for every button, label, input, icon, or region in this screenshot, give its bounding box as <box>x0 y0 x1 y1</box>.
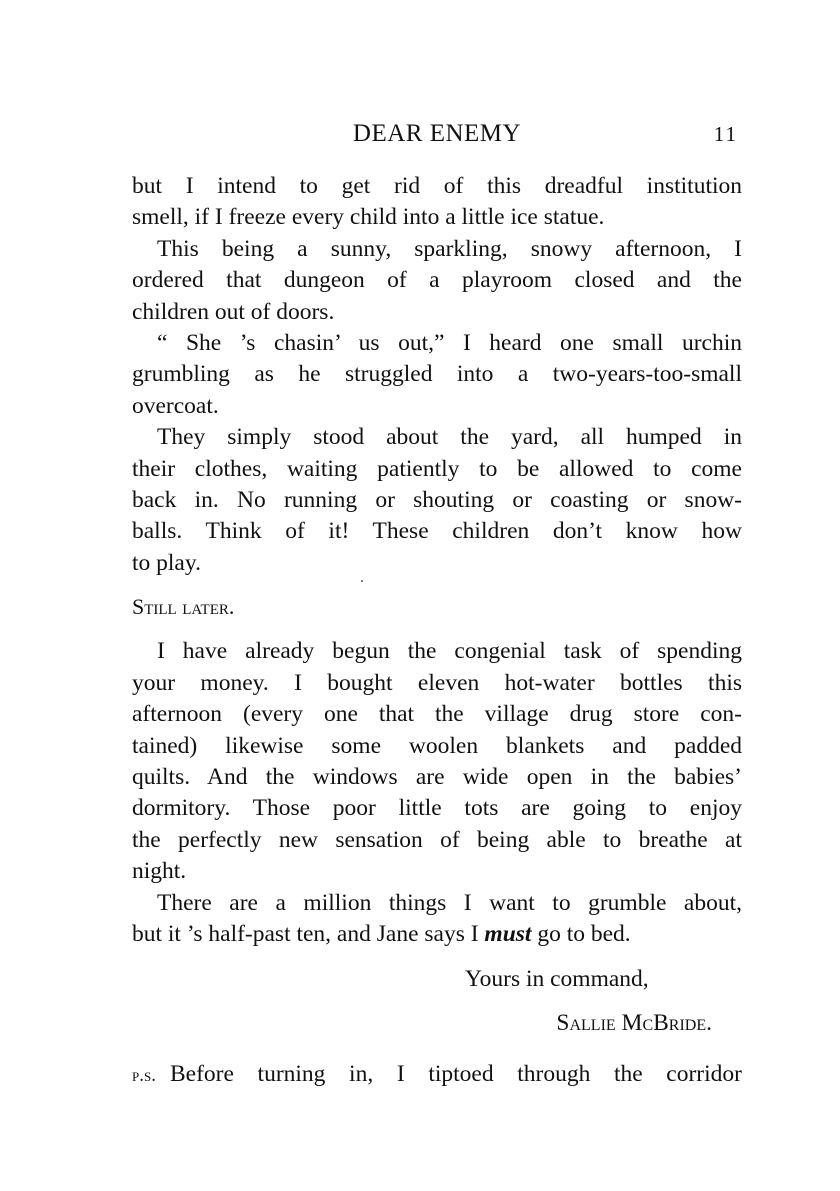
page-number: 11 <box>713 122 738 146</box>
text-line: tained) likewise some woolen blankets and padded <box>132 732 742 759</box>
letter-signature: Sallie McBride. <box>556 1009 712 1036</box>
text-line: their clothes, waiting patiently to be allowed to come <box>132 455 742 482</box>
text-line: smell, if I freeze every child into a little ice statue. <box>132 204 605 231</box>
text-segment: go to bed. <box>531 920 631 947</box>
postscript-text: Before turning in, I tiptoed through the corridor <box>169 1061 742 1088</box>
postscript-label: p.s. <box>132 1065 156 1087</box>
text-line: grumbling as he struggled into a two-years-too-small <box>132 361 742 388</box>
text-line: There are a million things I want to grumble about, <box>157 889 742 916</box>
text-line: back in. No running or shouting or coasting or snow- <box>132 486 742 513</box>
text-line: the perfectly new sensation of being able to breathe at <box>132 826 742 853</box>
text-line: This being a sunny, sparkling, snowy afternoon, I <box>157 235 742 262</box>
section-heading: Still later. <box>132 594 235 620</box>
text-line: quilts. And the windows are wide open in the babies’ <box>132 764 742 791</box>
text-line: but I intend to get rid of this dreadful institution <box>132 173 742 199</box>
text-line: ordered that dungeon of a playroom closed and the <box>132 267 742 294</box>
body-text <box>132 171 742 1091</box>
text-line <box>132 919 742 950</box>
emphasis-word: must <box>484 920 532 947</box>
text-line: “ She ’s chasin’ us out,” I heard one small urchin <box>157 329 742 356</box>
text-line: your money. I bought eleven hot-water bottles this <box>132 669 742 696</box>
text-line: children out of doors. <box>132 298 335 325</box>
postscript-line <box>132 1059 742 1090</box>
text-line: I have already begun the congenial task of spending <box>157 638 742 665</box>
text-line: overcoat. <box>132 392 219 419</box>
print-speck <box>361 580 363 582</box>
text-line: They simply stood about the yard, all humped in <box>157 424 742 451</box>
text-line: to play. <box>132 549 201 576</box>
running-head <box>132 117 742 151</box>
text-segment: but it ’s half-past ten, and Jane says I <box>132 920 485 947</box>
text-line: balls. Think of it! These children don’t know how <box>132 518 742 545</box>
text-line: night. <box>132 858 187 885</box>
text-line: dormitory. Those poor little tots are going to enjoy <box>132 795 742 822</box>
running-head-title: DEAR ENEMY <box>352 120 522 147</box>
text-line: afternoon (every one that the village drug store con- <box>132 701 742 728</box>
letter-closing: Yours in command, <box>465 966 649 993</box>
